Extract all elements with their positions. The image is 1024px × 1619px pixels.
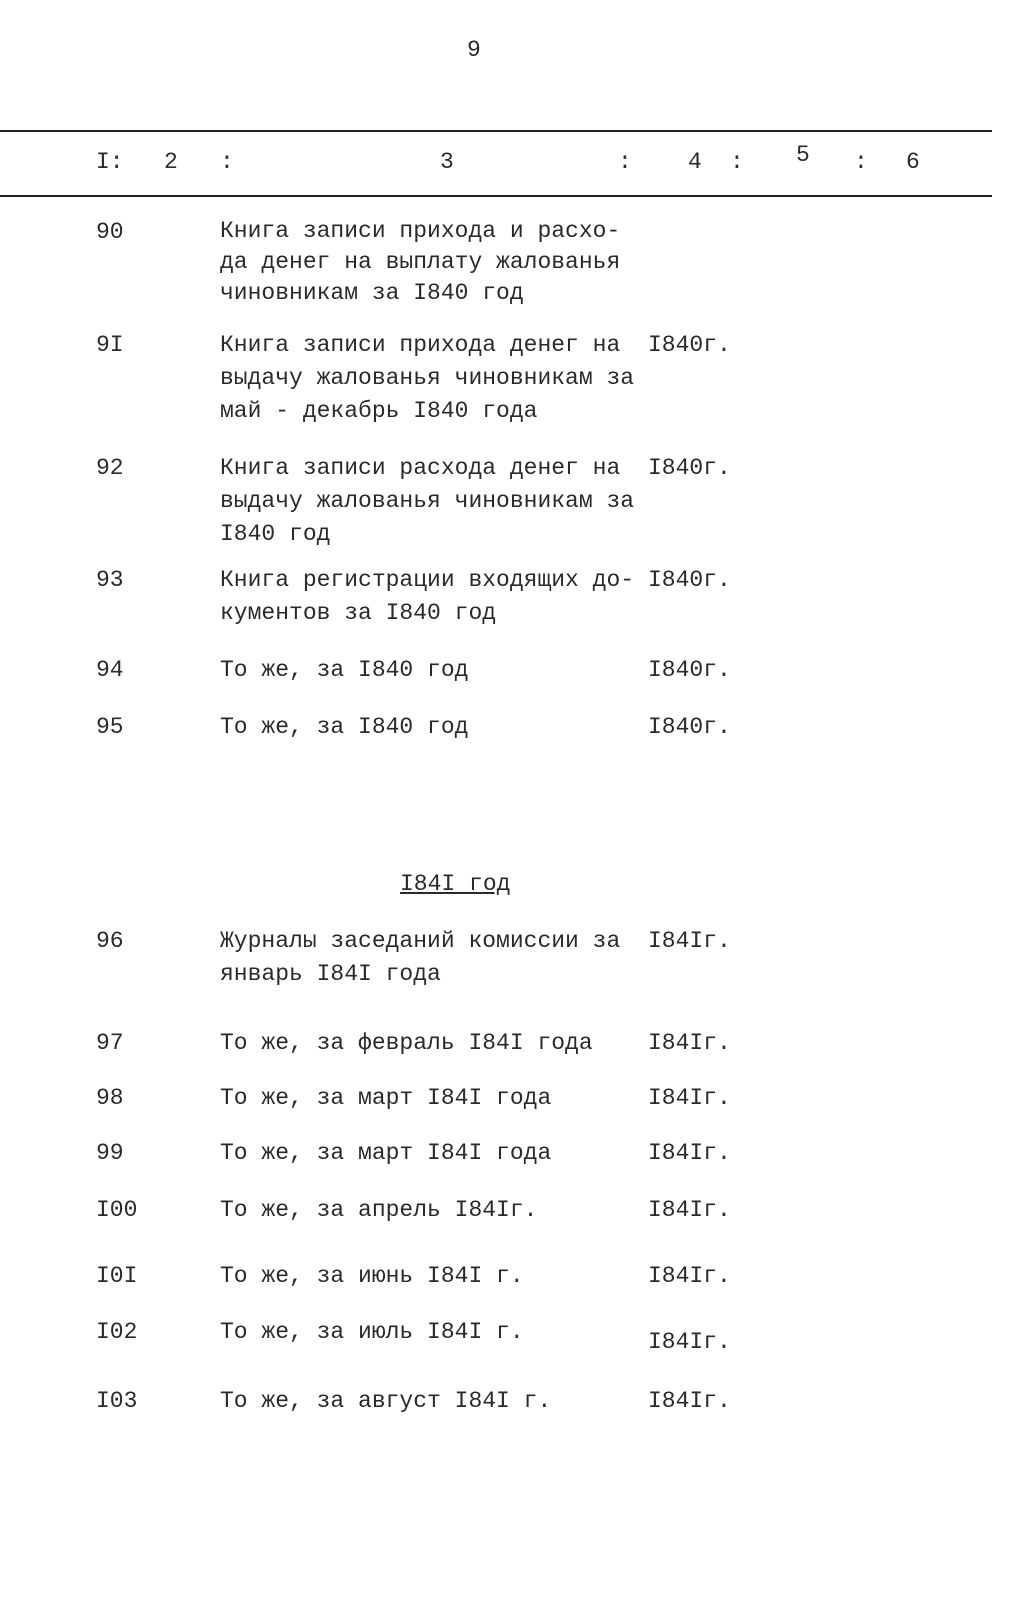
item-date: I840г. bbox=[648, 657, 731, 683]
header-col-3: 3 bbox=[440, 149, 454, 175]
item-date: I840г. bbox=[648, 714, 731, 740]
description-line: То же, за апрель I84Iг. bbox=[220, 1197, 538, 1223]
item-date: I840г. bbox=[648, 455, 731, 481]
item-description bbox=[220, 1316, 524, 1348]
description-line: То же, за август I84I г. bbox=[220, 1388, 552, 1414]
item-number: 99 bbox=[96, 1140, 124, 1166]
item-number: 92 bbox=[96, 455, 124, 481]
item-description bbox=[220, 564, 634, 630]
header-col-1: I: bbox=[96, 149, 124, 175]
description-line: То же, за март I84I года bbox=[220, 1140, 552, 1166]
description-line: Книга записи прихода денег на bbox=[220, 332, 621, 358]
item-description bbox=[220, 329, 634, 428]
item-date: I840г. bbox=[648, 332, 731, 358]
description-line: То же, за февраль I84I года bbox=[220, 1030, 593, 1056]
item-date: I84Iг. bbox=[648, 1329, 731, 1355]
item-description bbox=[220, 925, 620, 991]
description-line: май - декабрь I840 года bbox=[220, 398, 538, 424]
page-number: 9 bbox=[467, 37, 481, 63]
item-description bbox=[220, 1137, 551, 1169]
header-separator: : bbox=[730, 149, 744, 175]
item-number: 93 bbox=[96, 567, 124, 593]
description-line: Книга записи прихода и расхо- bbox=[220, 218, 621, 244]
section-heading: I84I год bbox=[400, 871, 511, 897]
description-line: То же, за I840 год bbox=[220, 714, 469, 740]
table-header-bottom-rule bbox=[0, 195, 992, 197]
table-top-rule bbox=[0, 130, 992, 132]
header-col-2: 2 bbox=[164, 149, 178, 175]
item-number: I02 bbox=[96, 1319, 138, 1345]
description-line: Журналы заседаний комиссии за bbox=[220, 928, 621, 954]
item-number: I00 bbox=[96, 1197, 138, 1223]
item-date: I84Iг. bbox=[648, 1030, 731, 1056]
header-separator: : bbox=[854, 149, 868, 175]
header-separator: : bbox=[220, 149, 234, 175]
item-description bbox=[220, 1194, 537, 1226]
item-description bbox=[220, 1260, 524, 1292]
description-line: да денег на выплату жалованья bbox=[220, 249, 621, 275]
description-line: Книга регистрации входящих до- bbox=[220, 567, 635, 593]
item-date: I84Iг. bbox=[648, 1085, 731, 1111]
description-line: То же, за I840 год bbox=[220, 657, 469, 683]
item-number: 98 bbox=[96, 1085, 124, 1111]
description-line: То же, за июль I84I г. bbox=[220, 1319, 524, 1345]
item-description bbox=[220, 216, 620, 309]
description-line: выдачу жалованья чиновникам за bbox=[220, 488, 635, 514]
item-number: I0I bbox=[96, 1263, 138, 1289]
item-description bbox=[220, 1027, 593, 1059]
header-col-5: 5 bbox=[796, 142, 810, 168]
item-number: 9I bbox=[96, 332, 124, 358]
header-col-6: 6 bbox=[906, 149, 920, 175]
item-number: I03 bbox=[96, 1388, 138, 1414]
description-line: выдачу жалованья чиновникам за bbox=[220, 365, 635, 391]
description-line: I840 год bbox=[220, 521, 331, 547]
item-date: I84Iг. bbox=[648, 928, 731, 954]
item-number: 94 bbox=[96, 657, 124, 683]
item-number: 97 bbox=[96, 1030, 124, 1056]
description-line: январь I84I года bbox=[220, 961, 441, 987]
header-col-4: 4 bbox=[688, 149, 702, 175]
item-date: I84Iг. bbox=[648, 1197, 731, 1223]
item-description bbox=[220, 1082, 551, 1114]
item-number: 95 bbox=[96, 714, 124, 740]
description-line: кументов за I840 год bbox=[220, 600, 497, 626]
item-date: I840г. bbox=[648, 567, 731, 593]
item-date: I84Iг. bbox=[648, 1140, 731, 1166]
item-date: I84Iг. bbox=[648, 1263, 731, 1289]
header-separator: : bbox=[618, 149, 632, 175]
description-line: То же, за март I84I года bbox=[220, 1085, 552, 1111]
item-description bbox=[220, 654, 468, 686]
item-description bbox=[220, 452, 634, 551]
item-description bbox=[220, 711, 468, 743]
description-line: То же, за июнь I84I г. bbox=[220, 1263, 524, 1289]
item-number: 96 bbox=[96, 928, 124, 954]
item-date: I84Iг. bbox=[648, 1388, 731, 1414]
item-number: 90 bbox=[96, 219, 124, 245]
item-description bbox=[220, 1385, 551, 1417]
description-line: чиновникам за I840 год bbox=[220, 280, 524, 306]
description-line: Книга записи расхода денег на bbox=[220, 455, 621, 481]
